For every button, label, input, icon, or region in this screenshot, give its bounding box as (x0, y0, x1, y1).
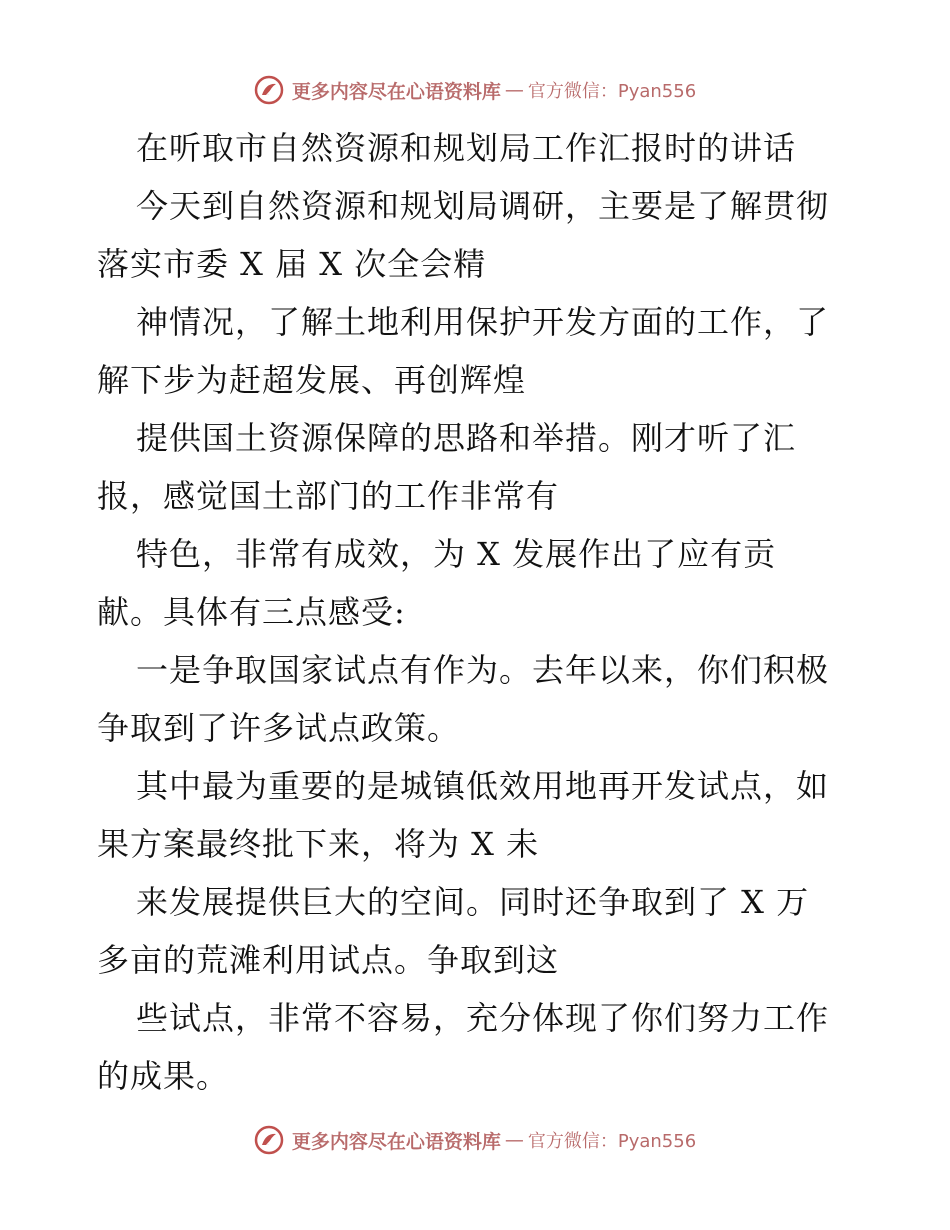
text-line: 解下步为赶超发展、再创辉煌 (97, 361, 527, 399)
text-line: 献。具体有三点感受: (97, 593, 406, 631)
text-line: 来发展提供巨大的空间。同时还争取到了 X 万 (136, 883, 810, 921)
text-line: 提供国土资源保障的思路和举措。刚才听了汇 (136, 419, 797, 457)
text-line: 一是争取国家试点有作为。去年以来，你们积极 (136, 651, 830, 689)
footer-banner (0, 1122, 950, 1158)
header-banner (0, 72, 950, 108)
banner-text: 更多内容尽在心语资料库 (291, 1130, 501, 1153)
banner-dash: — (504, 1129, 524, 1151)
text-line: 些试点，非常不容易，充分体现了你们努力工作 (136, 999, 830, 1037)
banner-wechat: 官方微信：Pyan556 (527, 1131, 697, 1152)
text-line: 特色，非常有成效，为 X 发展作出了应有贡 (136, 535, 777, 573)
text-line: 果方案最终批下来，将为 X 未 (97, 825, 540, 863)
text-line: 报，感觉国土部门的工作非常有 (97, 477, 560, 515)
text-line: 落实市委 X 届 X 次全会精 (97, 245, 487, 283)
text-line: 神情况，了解土地利用保护开发方面的工作，了 (136, 303, 830, 341)
text-line: 其中最为重要的是城镇低效用地再开发试点，如 (136, 767, 830, 805)
brand-logo-icon (254, 1125, 284, 1155)
document-title: 在听取市自然资源和规划局工作汇报时的讲话 (136, 129, 797, 167)
text-line: 的成果。 (97, 1057, 230, 1095)
text-line: 今天到自然资源和规划局调研，主要是了解贯彻 (136, 187, 830, 225)
brand-logo-icon (254, 75, 284, 105)
text-line: 多亩的荒滩利用试点。争取到这 (97, 941, 560, 979)
banner-text: 更多内容尽在心语资料库 (291, 80, 501, 103)
banner-wechat: 官方微信：Pyan556 (527, 81, 697, 102)
text-line: 争取到了许多试点政策。 (97, 709, 461, 747)
banner-dash: — (504, 79, 524, 101)
